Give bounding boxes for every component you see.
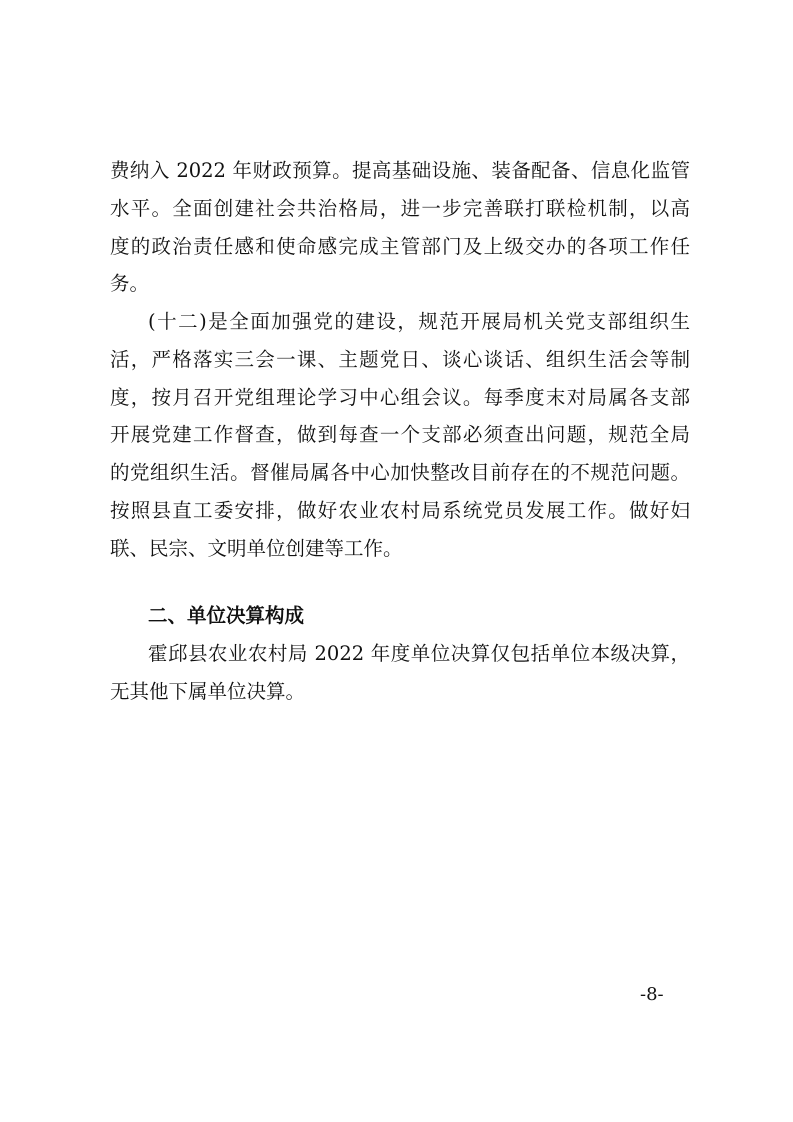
text-line: 水平。全面创建社会共治格局，进一步完善联打联检机制，以高 xyxy=(110,197,690,220)
text-line: 无其他下属单位决算。 xyxy=(110,680,306,703)
text-line: 费纳入 2022 年财政预算。提高基础设施、装备配备、信息化监管 xyxy=(110,159,690,182)
text-line: 的党组织生活。督催局属各中心加快整改目前存在的不规范问题。 xyxy=(110,461,690,484)
section-heading: 二、单位决算构成 xyxy=(148,604,305,627)
text-line: 联、民宗、文明单位创建等工作。 xyxy=(110,537,403,560)
text-line: 务。 xyxy=(110,272,150,295)
text-line: 开展党建工作督查，做到每查一个支部必须查出问题，规范全局 xyxy=(110,423,690,446)
text-line: 按照县直工委安排，做好农业农村局系统党员发展工作。做好妇 xyxy=(110,499,690,522)
text-line: 活，严格落实三会一课、主题党日、谈心谈话、组织生活会等制 xyxy=(110,348,690,371)
text-line: (十二)是全面加强党的建设，规范开展局机关党支部组织生 xyxy=(148,310,690,333)
text-line: 霍邱县农业农村局 2022 年度单位决算仅包括单位本级决算， xyxy=(148,642,690,665)
text-line: 度，按月召开党组理论学习中心组会议。每季度末对局属各支部 xyxy=(110,386,690,409)
page-number: -8- xyxy=(640,984,664,1005)
text-line: 度的政治责任感和使命感完成主管部门及上级交办的各项工作任 xyxy=(110,235,690,258)
